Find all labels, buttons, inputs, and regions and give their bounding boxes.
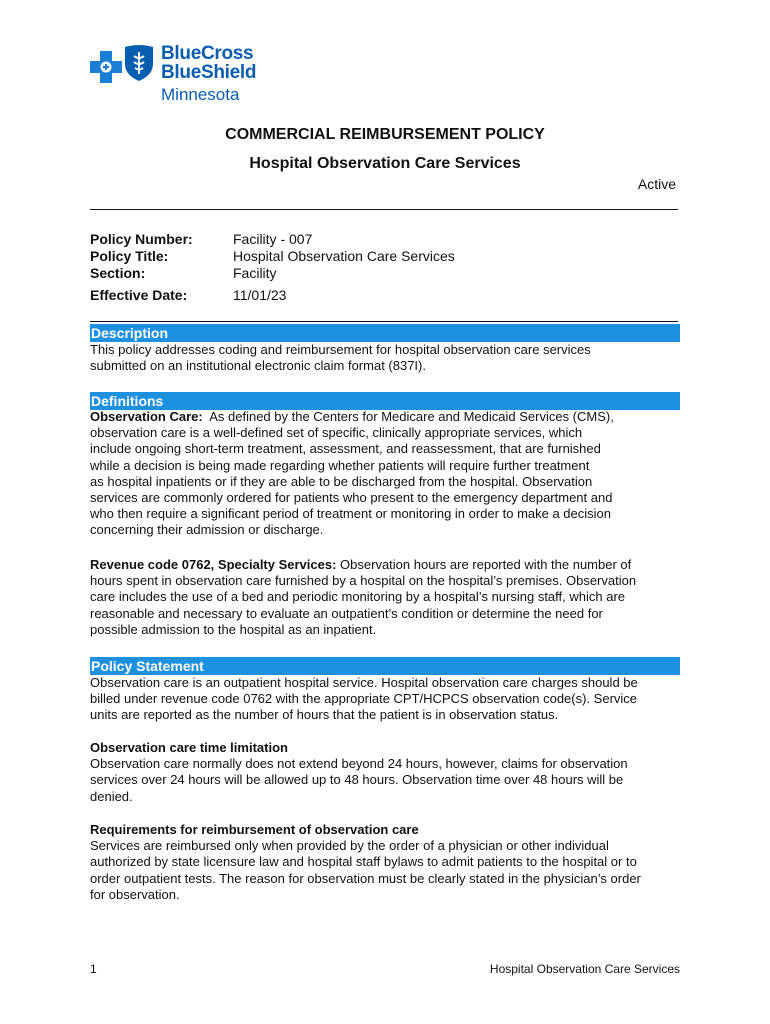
policy-title-label: Policy Title: <box>90 248 169 264</box>
blue-shield-icon <box>123 44 155 82</box>
section-label: Section: <box>90 265 146 281</box>
section-value: Facility <box>233 265 277 281</box>
logo-blueshield-text: BlueShield <box>161 62 257 83</box>
time-limitation-heading: Observation care time limitation <box>90 740 288 755</box>
meta-divider <box>90 321 678 322</box>
revenue-code-definition: Revenue code 0762, Specialty Services: Observation hours are reported with the number of hours spent in observation care furnished by a hospital on the hospital’s premises. Observation care includes the use of a bed and periodic monitoring by a hospital’s nursing staff, which are reasonable and necessary to evaluate an outpatient’s condition or determine the need for possible admission to the hospital as an inpatient. <box>90 557 637 637</box>
logo-minnesota-text: Minnesota <box>161 85 240 104</box>
revenue-code-term: Revenue code 0762, Specialty Services: <box>90 557 337 572</box>
document-title: COMMERCIAL REIMBURSEMENT POLICY <box>225 126 545 143</box>
observation-care-term: Observation Care: <box>90 409 203 424</box>
header-divider <box>90 209 678 210</box>
page-number: 1 <box>90 962 97 976</box>
bcbs-logo <box>89 44 289 110</box>
definitions-heading: Definitions <box>90 392 680 410</box>
policy-statement-text: Observation care is an outpatient hospital service. Hospital observation care charges should be billed under revenue code 0762 with the appropriate CPT/HCPCS observation code(s). Service units are reported as the number of hours that the patient is in observation status. <box>90 675 638 723</box>
policy-number-value: Facility - 007 <box>233 231 313 247</box>
blue-cross-icon <box>89 50 123 84</box>
observation-care-definition: Observation Care: As defined by the Centers for Medicare and Medicaid Services (CMS), observation care is a well-defined set of specific, clinically appropriate services, which include ongoing short-term treatment, assessment, and reassessment, that are furnished while a decision is being made regarding whether patients will require further treatment as hospital inpatients or if they are able to be discharged from the hospital. Observation services are commonly ordered for patients who present to the emergency department and who then require a significant period of treatment or monitoring in order to make a decision concerning their admission or discharge. <box>90 409 614 538</box>
policy-number-label: Policy Number: <box>90 231 193 247</box>
policy-title-value: Hospital Observation Care Services <box>233 248 455 264</box>
requirements-block: Requirements for reimbursement of observation care Services are reimbursed only when provided by the order of a physician or other individual authorized by state licensure law and hospital staff bylaws to admit patients to the hospital or to order outpatient tests. The reason for observation must be clearly stated in the physician’s order for observation. <box>90 822 680 903</box>
policy-statement-heading: Policy Statement <box>90 657 680 675</box>
policy-subtitle: Hospital Observation Care Services <box>249 155 521 172</box>
effective-date-value: 11/01/23 <box>233 287 287 303</box>
policy-status: Active <box>637 176 676 192</box>
logo-bluecross-text: BlueCross <box>161 43 254 64</box>
time-limitation-block: Observation care time limitation Observation care normally does not extend beyond 24 hours, however, claims for observation services over 24 hours will be allowed up to 48 hours. Observation time over 48 hours will be denied. <box>90 740 680 805</box>
description-text: This policy addresses coding and reimbursement for hospital observation care services submitted on an institutional electronic claim format (837I). <box>90 342 591 374</box>
requirements-heading: Requirements for reimbursement of observation care <box>90 822 419 837</box>
effective-date-label: Effective Date: <box>90 287 188 303</box>
footer-title: Hospital Observation Care Services <box>489 962 680 976</box>
description-heading: Description <box>90 324 680 342</box>
